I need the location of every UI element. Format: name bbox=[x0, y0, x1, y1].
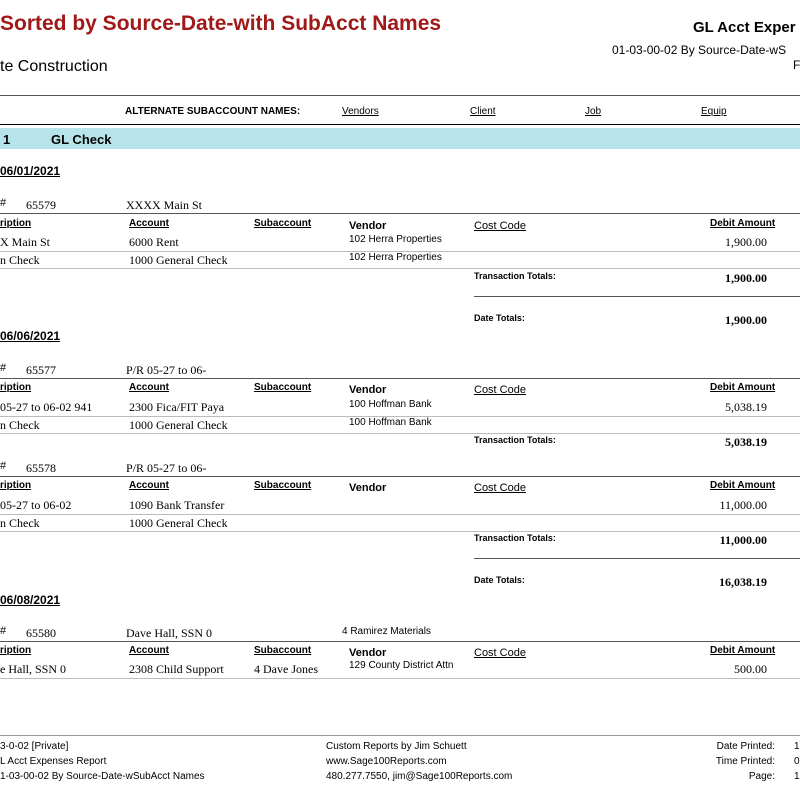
footer-divider bbox=[0, 735, 800, 736]
col-description: ription bbox=[0, 218, 32, 229]
transaction-total: 5,038.19 bbox=[725, 435, 767, 449]
line-vendor: 102 Herra Properties bbox=[349, 252, 442, 263]
check-description: P/R 05-27 to 06- bbox=[126, 363, 207, 377]
line-description: 05-27 to 06-02 bbox=[0, 498, 72, 512]
line-account: 1090 Bank Transfer bbox=[129, 498, 225, 512]
alt-divider bbox=[0, 124, 800, 125]
alt-client: Client bbox=[470, 106, 496, 117]
date-printed-value: 1 bbox=[794, 741, 800, 752]
col-cost-code: Cost Code bbox=[474, 384, 526, 396]
check-hash: # bbox=[0, 197, 7, 209]
alt-job: Job bbox=[585, 106, 602, 117]
line-vendor: 100 Hoffman Bank bbox=[349, 399, 432, 410]
col-description: ription bbox=[0, 382, 32, 393]
date-header: 06/08/2021 bbox=[0, 593, 61, 607]
footer-left-1: 3-0-02 [Private] bbox=[0, 741, 69, 752]
date-printed-label: Date Printed: bbox=[716, 741, 775, 752]
row-divider bbox=[0, 641, 800, 642]
footer-left-2: L Acct Expenses Report bbox=[0, 756, 107, 767]
transaction-totals-label: Transaction Totals: bbox=[474, 533, 556, 543]
time-printed-value: 0 bbox=[794, 756, 800, 767]
line-debit: 500.00 bbox=[734, 662, 767, 676]
check-description: P/R 05-27 to 06- bbox=[126, 461, 207, 475]
col-debit: Debit Amount bbox=[710, 480, 776, 491]
transaction-total: 11,000.00 bbox=[719, 533, 767, 547]
line-subaccount: 4 Dave Jones bbox=[254, 662, 318, 676]
col-debit: Debit Amount bbox=[710, 645, 776, 656]
col-vendor: Vendor bbox=[349, 220, 387, 232]
row-divider bbox=[0, 531, 800, 532]
source-number: 1 bbox=[3, 132, 11, 147]
alt-subaccount-label: ALTERNATE SUBACCOUNT NAMES: bbox=[125, 106, 301, 117]
col-subaccount: Subaccount bbox=[254, 645, 312, 656]
page-label: Page: bbox=[748, 771, 775, 782]
footer-left-3: 1-03-00-02 By Source-Date-wSubAcct Names bbox=[0, 771, 205, 782]
totals-divider bbox=[474, 296, 800, 297]
transaction-totals-label: Transaction Totals: bbox=[474, 271, 556, 281]
report-subtitle: 01-03-00-02 By Source-Date-wS bbox=[612, 43, 787, 57]
check-number: 65579 bbox=[26, 198, 56, 212]
report-name: GL Acct Exper bbox=[693, 19, 796, 36]
line-debit: 1,900.00 bbox=[725, 235, 767, 249]
row-divider bbox=[0, 213, 800, 214]
date-total: 1,900.00 bbox=[725, 313, 767, 327]
check-vendor: 4 Ramirez Materials bbox=[342, 626, 431, 637]
line-vendor: 102 Herra Properties bbox=[349, 234, 442, 245]
footer-credit: Custom Reports by Jim Schuett bbox=[326, 741, 467, 752]
check-hash: # bbox=[0, 625, 7, 637]
footer-contact: 480.277.7550, jim@Sage100Reports.com bbox=[326, 771, 513, 782]
col-cost-code: Cost Code bbox=[474, 482, 526, 494]
col-description: ription bbox=[0, 480, 32, 491]
date-totals-label: Date Totals: bbox=[474, 575, 525, 585]
line-debit: 11,000.00 bbox=[719, 498, 767, 512]
line-description: e Hall, SSN 0 bbox=[0, 662, 66, 676]
col-cost-code: Cost Code bbox=[474, 220, 526, 232]
col-description: ription bbox=[0, 645, 32, 656]
transaction-totals-label: Transaction Totals: bbox=[474, 435, 556, 445]
report-page-indicator: F bbox=[793, 58, 800, 72]
row-divider bbox=[0, 678, 800, 679]
col-vendor: Vendor bbox=[349, 384, 387, 396]
line-account: 1000 General Check bbox=[129, 253, 228, 267]
line-debit: 5,038.19 bbox=[725, 400, 767, 414]
col-account: Account bbox=[129, 382, 169, 393]
time-printed-label: Time Printed: bbox=[715, 756, 775, 767]
header-divider bbox=[0, 95, 800, 96]
row-divider bbox=[0, 378, 800, 379]
report-title: Sorted by Source-Date-with SubAcct Names bbox=[0, 12, 442, 35]
col-cost-code: Cost Code bbox=[474, 647, 526, 659]
footer-website: www.Sage100Reports.com bbox=[326, 756, 447, 767]
totals-divider bbox=[474, 558, 800, 559]
line-account: 1000 General Check bbox=[129, 516, 228, 530]
col-account: Account bbox=[129, 480, 169, 491]
col-subaccount: Subaccount bbox=[254, 382, 312, 393]
col-subaccount: Subaccount bbox=[254, 480, 312, 491]
date-totals-label: Date Totals: bbox=[474, 313, 525, 323]
check-hash: # bbox=[0, 362, 7, 374]
col-debit: Debit Amount bbox=[710, 382, 776, 393]
row-divider bbox=[0, 268, 800, 269]
line-account: 2308 Child Support bbox=[129, 662, 224, 676]
date-header: 06/01/2021 bbox=[0, 164, 61, 178]
check-number: 65580 bbox=[26, 626, 56, 640]
line-description: X Main St bbox=[0, 235, 51, 249]
line-account: 6000 Rent bbox=[129, 235, 179, 249]
company-name: te Construction bbox=[0, 58, 108, 75]
line-vendor: 100 Hoffman Bank bbox=[349, 417, 432, 428]
line-description: n Check bbox=[0, 253, 40, 267]
line-account: 2300 Fica/FIT Paya bbox=[129, 400, 225, 414]
line-description: n Check bbox=[0, 516, 40, 530]
col-account: Account bbox=[129, 645, 169, 656]
line-description: 05-27 to 06-02 941 bbox=[0, 400, 93, 414]
source-band bbox=[0, 128, 800, 149]
row-divider bbox=[0, 476, 800, 477]
date-header: 06/06/2021 bbox=[0, 329, 61, 343]
check-hash: # bbox=[0, 460, 7, 472]
check-number: 65577 bbox=[26, 363, 56, 377]
row-divider bbox=[0, 514, 800, 515]
line-account: 1000 General Check bbox=[129, 418, 228, 432]
col-vendor: Vendor bbox=[349, 482, 387, 494]
col-vendor: Vendor bbox=[349, 647, 387, 659]
line-vendor: 129 County District Attn bbox=[349, 660, 454, 671]
col-debit: Debit Amount bbox=[710, 218, 776, 229]
source-label: GL Check bbox=[51, 132, 112, 147]
col-subaccount: Subaccount bbox=[254, 218, 312, 229]
check-description: Dave Hall, SSN 0 bbox=[126, 626, 212, 640]
check-number: 65578 bbox=[26, 461, 56, 475]
alt-vendors: Vendors bbox=[342, 106, 379, 117]
line-description: n Check bbox=[0, 418, 40, 432]
date-total: 16,038.19 bbox=[719, 575, 767, 589]
row-divider bbox=[0, 433, 800, 434]
check-description: XXXX Main St bbox=[126, 198, 203, 212]
col-account: Account bbox=[129, 218, 169, 229]
alt-equip: Equip bbox=[701, 106, 727, 117]
page-value: 1 bbox=[794, 771, 800, 782]
transaction-total: 1,900.00 bbox=[725, 271, 767, 285]
